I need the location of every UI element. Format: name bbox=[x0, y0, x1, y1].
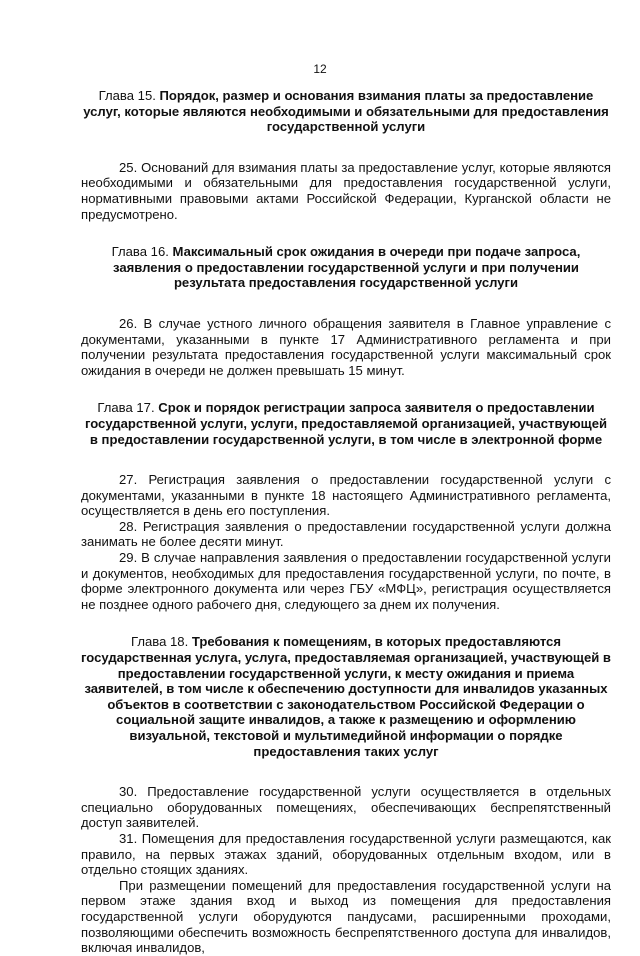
paragraph: 29. В случае направления заявления о предоставлении государственной услуги и документов, необходимых для предоставления государственной услуги, по почте, в форме электронного документа или через ГБУ «МФЦ», регистрация осуществляется не позднее одного рабочего дня, следующего за днем их получения. bbox=[81, 550, 611, 612]
chapter-heading bbox=[81, 400, 611, 447]
chapter-heading bbox=[81, 88, 611, 135]
chapter-15 bbox=[81, 88, 611, 222]
paragraph: 30. Предоставление государственной услуги осуществляется в отдельных специально оборудованных помещениях, обеспечивающих беспрепятственный доступ заявителей. bbox=[81, 784, 611, 831]
paragraph: 26. В случае устного личного обращения заявителя в Главное управление с документами, указанными в пункте 17 Административного регламента и при получении результата предоставления государственной услуги максимальный срок ожидания в очереди не должен превышать 15 минут. bbox=[81, 315, 611, 378]
chapter-number: Глава 18. bbox=[131, 634, 189, 650]
chapter-number: Глава 15. bbox=[98, 88, 156, 103]
chapter-number: Глава 17. bbox=[97, 400, 155, 416]
chapter-title: Максимальный срок ожидания в очереди при подаче запроса, заявления о предоставлении государственной услуги и при получении результата предоставления государственной услуги bbox=[113, 244, 581, 291]
chapter-title: Срок и порядок регистрации запроса заявителя о предоставлении государственной услуги, услуги, предоставляемой организацией, участвующей в предоставлении государственной услуги, в том числе в электронной форме bbox=[84, 400, 608, 447]
chapter-heading bbox=[81, 244, 611, 291]
page-number: 12 bbox=[313, 62, 327, 76]
paragraph: При размещении помещений для предоставления государственной услуги на первом этаже здания вход и выход из помещения для предоставления государственной услуги оборудуются пандусами, расширенными проходами, позволяющими обеспечить возможность беспрепятственного доступа для инвалидов, включая инвалидов, bbox=[81, 877, 611, 956]
paragraph: 27. Регистрация заявления о предоставлении государственной услуги с документами, указанными в пункте 18 настоящего Административного регламента, осуществляется в день его поступления. bbox=[81, 472, 611, 519]
paragraph: 28. Регистрация заявления о предоставлении государственной услуги должна занимать не более десяти минут. bbox=[81, 518, 611, 550]
chapter-number: Глава 16. bbox=[111, 244, 169, 260]
chapter-16 bbox=[81, 244, 611, 378]
chapter-title: Требования к помещениям, в которых предоставляются государственная услуга, услуга, предоставляемая организацией, участвующей в предоставлении государственной услуги, к месту ожидания и приема заявителей, в том числе к обеспечению доступности для инвалидов указанных объектов в соответствии с законодательством Российской Федерации о социальной защите инвалидов, а также к размещению и оформлению визуальной, текстовой и мультимедийной информации о порядке предоставления таких услуг bbox=[81, 634, 611, 759]
chapter-title: Порядок, размер и основания взимания платы за предоставление услуг, которые являются необходимыми и обязательными для предоставления государственной услуги bbox=[83, 88, 609, 135]
chapter-18 bbox=[81, 634, 611, 955]
chapter-heading bbox=[81, 634, 611, 759]
paragraph: 25. Оснований для взимания платы за предоставление услуг, которые являются необходимыми и обязательными для предоставления государственной услуги, нормативными правовыми актами Российской Федерации, Курганской области не предусмотрено. bbox=[81, 159, 611, 222]
chapter-17 bbox=[81, 400, 611, 612]
paragraph: 31. Помещения для предоставления государственной услуги размещаются, как правило, на первых этажах зданий, оборудованных отдельным входом, или в отдельно стоящих зданиях. bbox=[81, 830, 611, 878]
document-body bbox=[81, 88, 611, 956]
